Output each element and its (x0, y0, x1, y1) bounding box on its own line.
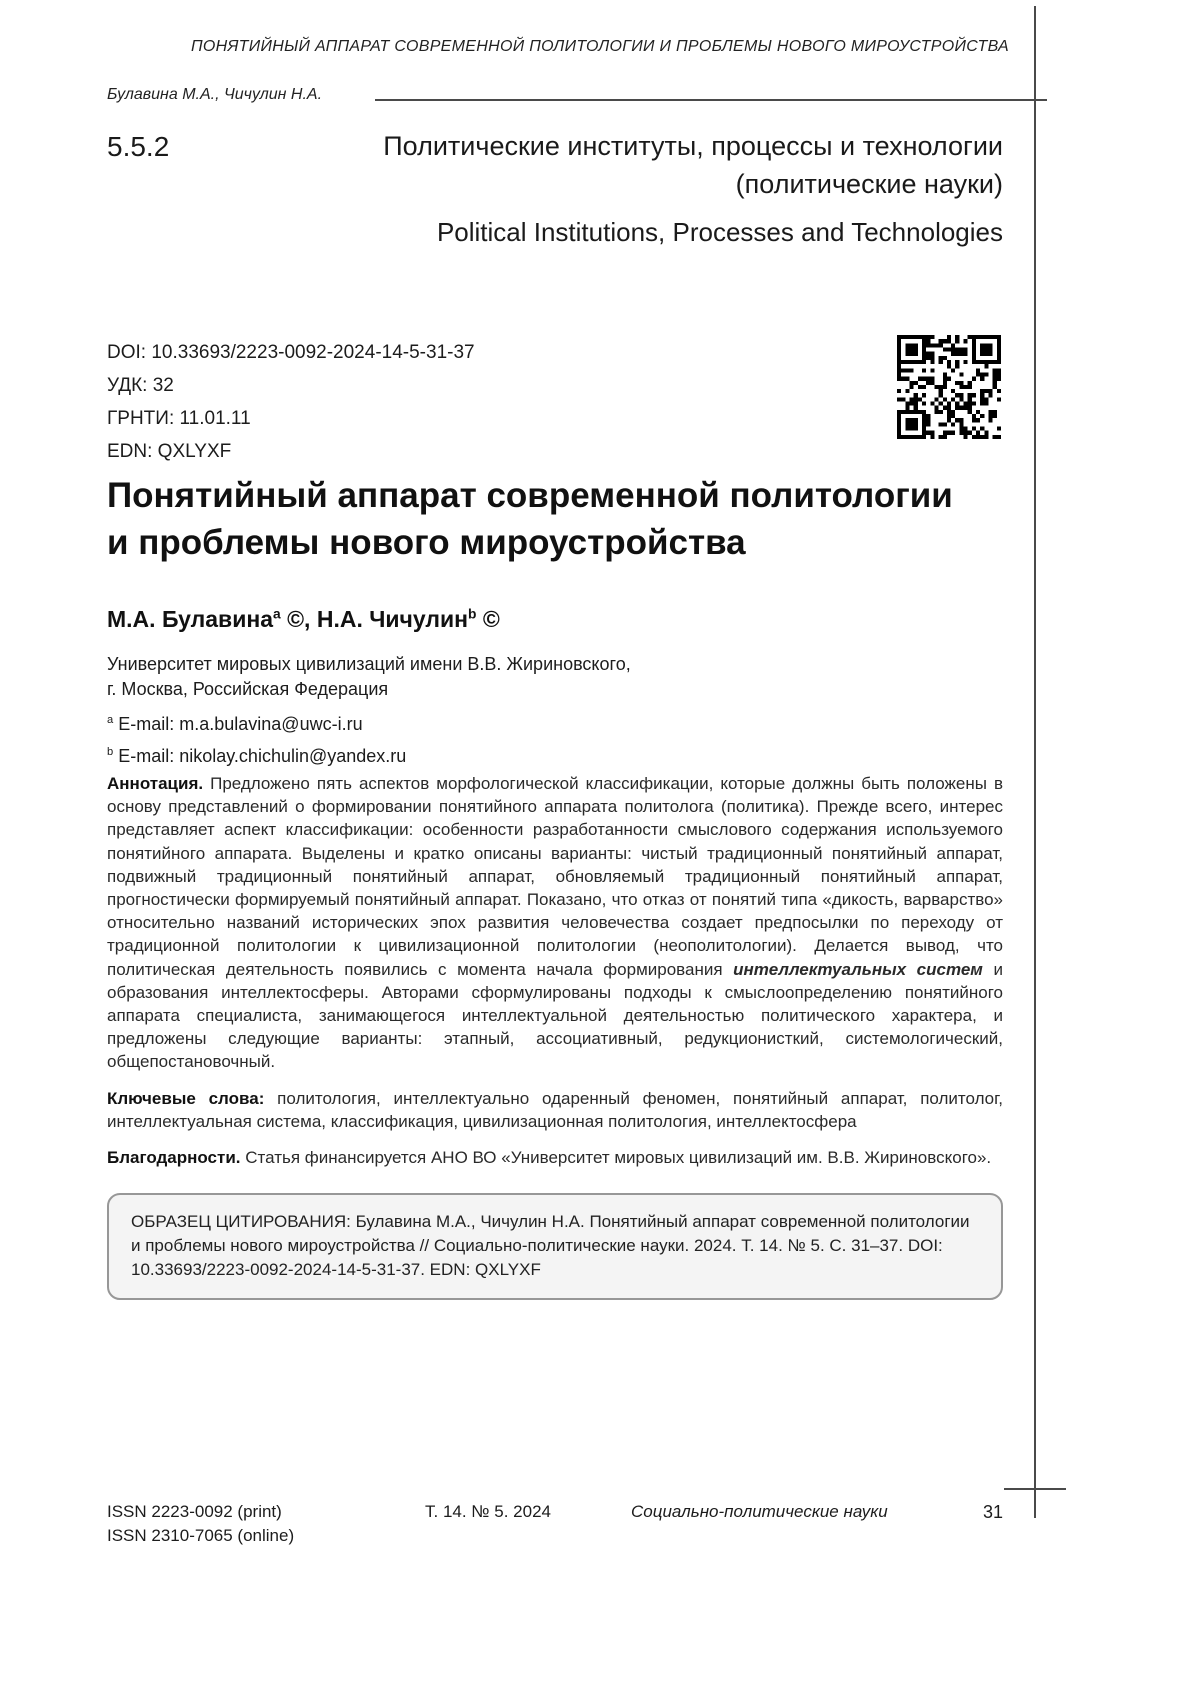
article-title (107, 472, 1027, 566)
article-front-matter (107, 772, 1003, 1300)
doi-line: DOI: 10.33693/2223-0092-2024-14-5-31-37 (107, 342, 475, 363)
section-title-ru-line2: (политические науки) (735, 169, 1003, 199)
author-2-affiliation-mark: b (468, 606, 477, 622)
section-heading-block (107, 127, 1003, 249)
emails-block (107, 706, 1003, 770)
email-b (107, 738, 1003, 770)
email-b-text: E-mail: nikolay.chichulin@yandex.ru (118, 746, 407, 766)
author-2-copyright-mark: © (476, 606, 500, 632)
volume-info: Т. 14. № 5. 2024 (425, 1502, 551, 1521)
email-a (107, 706, 1003, 738)
section-title-en: Political Institutions, Processes and Technologies (436, 217, 1003, 247)
udk-line: УДК: 32 (107, 375, 174, 396)
email-a-text: E-mail: m.a.bulavina@uwc-i.ru (118, 714, 363, 734)
section-title-ru-line1: Политические институты, процессы и технологии (383, 131, 1003, 161)
abstract-text-1: Предложено пять аспектов морфологической классификации, которые должны быть положены в основу представлений о формировании понятийного аппарата политолога (политика). Прежде всего, интерес представляет аспект классификации: особенности разработанности смыслового содержания используемого понятийного аппарата. Выделены и кратко описаны варианты: чистый традиционный понятийный аппарат, подвижный традиционный понятийный аппарат, обновляемый традиционный понятийный аппарат, прогностически формируемый понятийный аппарат. Показано, что отказ от понятий типа «дикость, варварство» относительно названий исторических эпох развития человечества создает предпосылки по переходу от традиционной политологии к цивилизационной политологии (неополитологии). Делается вывод, что политическая деятельность появились с момента начала формирования (107, 774, 1003, 979)
affiliation (107, 652, 1003, 702)
section-title-ru (107, 127, 1003, 203)
citation-label: ОБРАЗЕЦ ЦИТИРОВАНИЯ: (131, 1212, 351, 1232)
qr-code-icon (895, 333, 1003, 441)
email-b-sup: b (107, 746, 114, 758)
abstract-text-2: и образования интеллектосферы. Авторами сформулированы подходы к смыслоопределению понятийного аппарата специалиста, занимающегося интеллектуальной деятельностью политического характера, и предложены следующие варианты: этапный, ассоциативный, редукционисткий, системологический, общепостановочный. (107, 959, 1003, 1072)
footer-cross-mark (1004, 1488, 1066, 1490)
citation-box (107, 1193, 1003, 1300)
byline-rule (375, 99, 1047, 101)
article-title-line2: и проблемы нового мироустройства (107, 523, 746, 562)
citation-text: Булавина М.А., Чичулин Н.А. Понятийный аппарат современной политологии и проблемы нового мироустройства // Социально-политические науки. 2024. Т. 14. № 5. С. 31–37. DOI: 10.33693/2223-0092-2024-14-5-31-37. EDN: QXLYXF (131, 1212, 970, 1280)
email-a-sup: a (107, 714, 114, 726)
byline-authors: Булавина М.А., Чичулин Н.А. (107, 86, 323, 103)
acknowledgements-text: Статья финансируется АНО ВО «Университет мировых цивилизаций им. В.В. Жириновского». (240, 1148, 992, 1168)
author-1-name: М.А. Булавина (107, 606, 274, 632)
keywords-label: Ключевые слова: (107, 1088, 265, 1108)
acknowledgements (107, 1146, 1003, 1169)
acknowledgements-label: Благодарности. (107, 1148, 241, 1168)
edn-line: EDN: QXLYXF (107, 441, 232, 462)
keywords (107, 1087, 1003, 1133)
author-1-affiliation-mark: a (273, 606, 281, 622)
issn-print: ISSN 2223-0092 (print) (107, 1502, 282, 1521)
abstract-label: Аннотация. (107, 774, 204, 793)
abstract-emphasis: интеллектуальных систем (733, 959, 983, 979)
authors-line (107, 606, 1003, 633)
page-number: 31 (982, 1502, 1003, 1522)
abstract (107, 772, 1003, 1074)
author-1-copyright-mark: ©, (280, 606, 317, 632)
article-title-line1: Понятийный аппарат современной политологии (107, 476, 953, 515)
affiliation-line2: г. Москва, Российская Федерация (107, 679, 389, 699)
section-number: 5.5.2 (107, 131, 170, 162)
right-margin-rule (1034, 6, 1036, 1518)
issn-online: ISSN 2310-7065 (online) (107, 1526, 295, 1545)
running-head: ПОНЯТИЙНЫЙ АППАРАТ СОВРЕМЕННОЙ ПОЛИТОЛОГИИ И ПРОБЛЕМЫ НОВОГО МИРОУСТРОЙСТВА (190, 38, 1010, 55)
grnti-line: ГРНТИ: 11.01.11 (107, 408, 251, 429)
issn-block (107, 1500, 294, 1548)
article-meta-block (107, 336, 1003, 468)
affiliation-line1: Университет мировых цивилизаций имени В.В. Жириновского, (107, 654, 631, 674)
author-2-name: Н.А. Чичулин (316, 606, 469, 632)
journal-name: Социально-политические науки (631, 1502, 888, 1521)
keywords-text: политология, интеллектуально одаренный феномен, понятийный аппарат, политолог, интеллектуальная система, классификация, цивилизационная политология, интеллектосфера (107, 1088, 1003, 1131)
